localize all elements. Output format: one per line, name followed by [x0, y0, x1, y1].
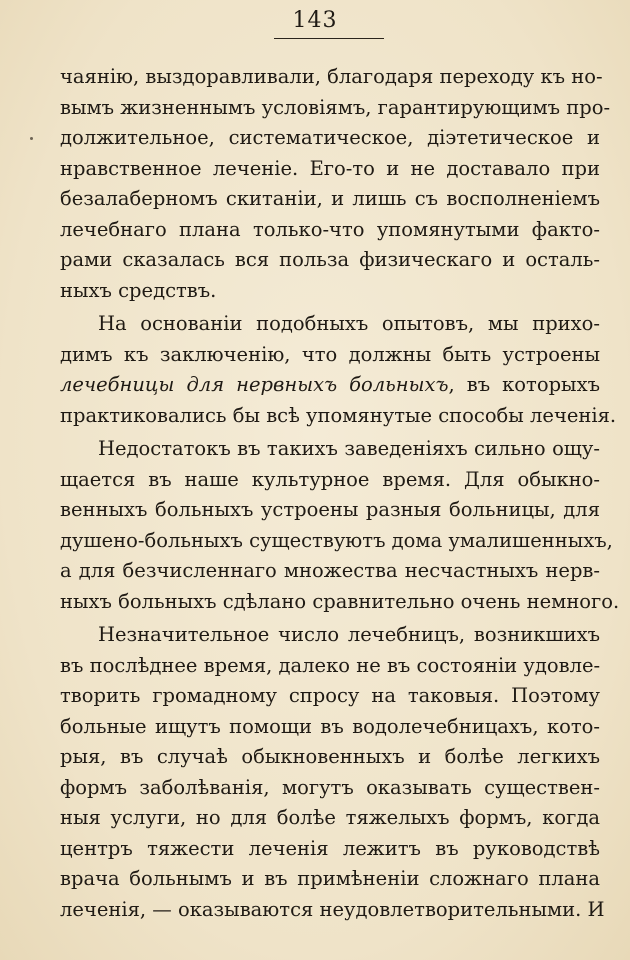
text-line: больные ищутъ помощи въ водолечебницахъ, кото- — [60, 714, 600, 738]
text-line: безалаберномъ скитанiи, и лишь съ восполненiемъ — [60, 187, 600, 210]
header-rule — [274, 38, 384, 39]
margin-speck — [30, 137, 33, 140]
text-line: формъ заболѣванiя, могутъ оказывать существен- — [60, 775, 600, 799]
text-line: рыя, въ случаѣ обыкновенныхъ и болѣе легкихъ — [60, 745, 600, 768]
text-line: въ послѣднее время, далеко не въ состоянiи удовле- — [60, 653, 601, 677]
text-line: душено-больныхъ существуютъ дома умалишенныхъ, — [60, 528, 613, 552]
text-line: щается въ наше культурное время. Для обыкно- — [60, 467, 600, 491]
text-line: вымъ жизненнымъ условiямъ, гарантирующимъ про- — [60, 95, 611, 119]
text-line: димъ къ заключенiю, что должны быть устроены — [60, 342, 600, 366]
page-number: 143 — [292, 8, 338, 33]
text-line: рами сказалась вся польза физическаго и осталь- — [60, 248, 600, 271]
text-line: должительное, систематическое, дiэтетическое и — [60, 126, 600, 149]
text-segment: , въ которыхъ — [448, 373, 600, 396]
text-line: нравственное леченiе. Его-то и не доставало при — [60, 156, 600, 180]
text-line: венныхъ больныхъ устроены разныя больницы, для — [60, 498, 600, 521]
text-line: ныхъ средствъ. — [60, 278, 217, 302]
text-line: леченiя, — оказываются неудовлетворительными. И — [60, 897, 605, 921]
text-line: лечебнаго плана только-что упомянутыми факто- — [60, 217, 600, 241]
paragraph — [60, 309, 617, 431]
paragraph — [60, 434, 620, 617]
italic-phrase: лечебницы для нервныхъ больныхъ — [60, 373, 449, 396]
paragraph — [60, 620, 605, 925]
text-line: врача больнымъ и въ примѣненiи сложнаго плана — [60, 867, 600, 890]
body-text — [60, 62, 620, 925]
text-line: чаянiю, выздоравливали, благодаря переходу къ но- — [60, 65, 603, 88]
text-line: ныя услуги, но для болѣе тяжелыхъ формъ, когда — [60, 806, 600, 829]
text-line: практиковались бы всѣ упомянутые способы леченiя. — [60, 403, 617, 427]
text-line: а для безчисленнаго множества несчастныхъ нерв- — [60, 559, 600, 582]
text-line: Недостатокъ въ такихъ заведенiяхъ сильно ощу- — [98, 437, 600, 460]
text-line: ныхъ больныхъ сдѣлано сравнительно очень немного. — [60, 589, 620, 613]
text-line: центръ тяжести леченiя лежитъ въ руководствѣ — [60, 836, 600, 860]
paragraph — [60, 62, 611, 306]
text-line: На основанiи подобныхъ опытовъ, мы прихо- — [98, 312, 600, 335]
text-line-mixed — [60, 370, 600, 401]
text-line: творить громадному спросу на таковыя. Поэтому — [60, 684, 600, 707]
text-line: Незначительное число лечебницъ, возникшихъ — [98, 623, 600, 646]
